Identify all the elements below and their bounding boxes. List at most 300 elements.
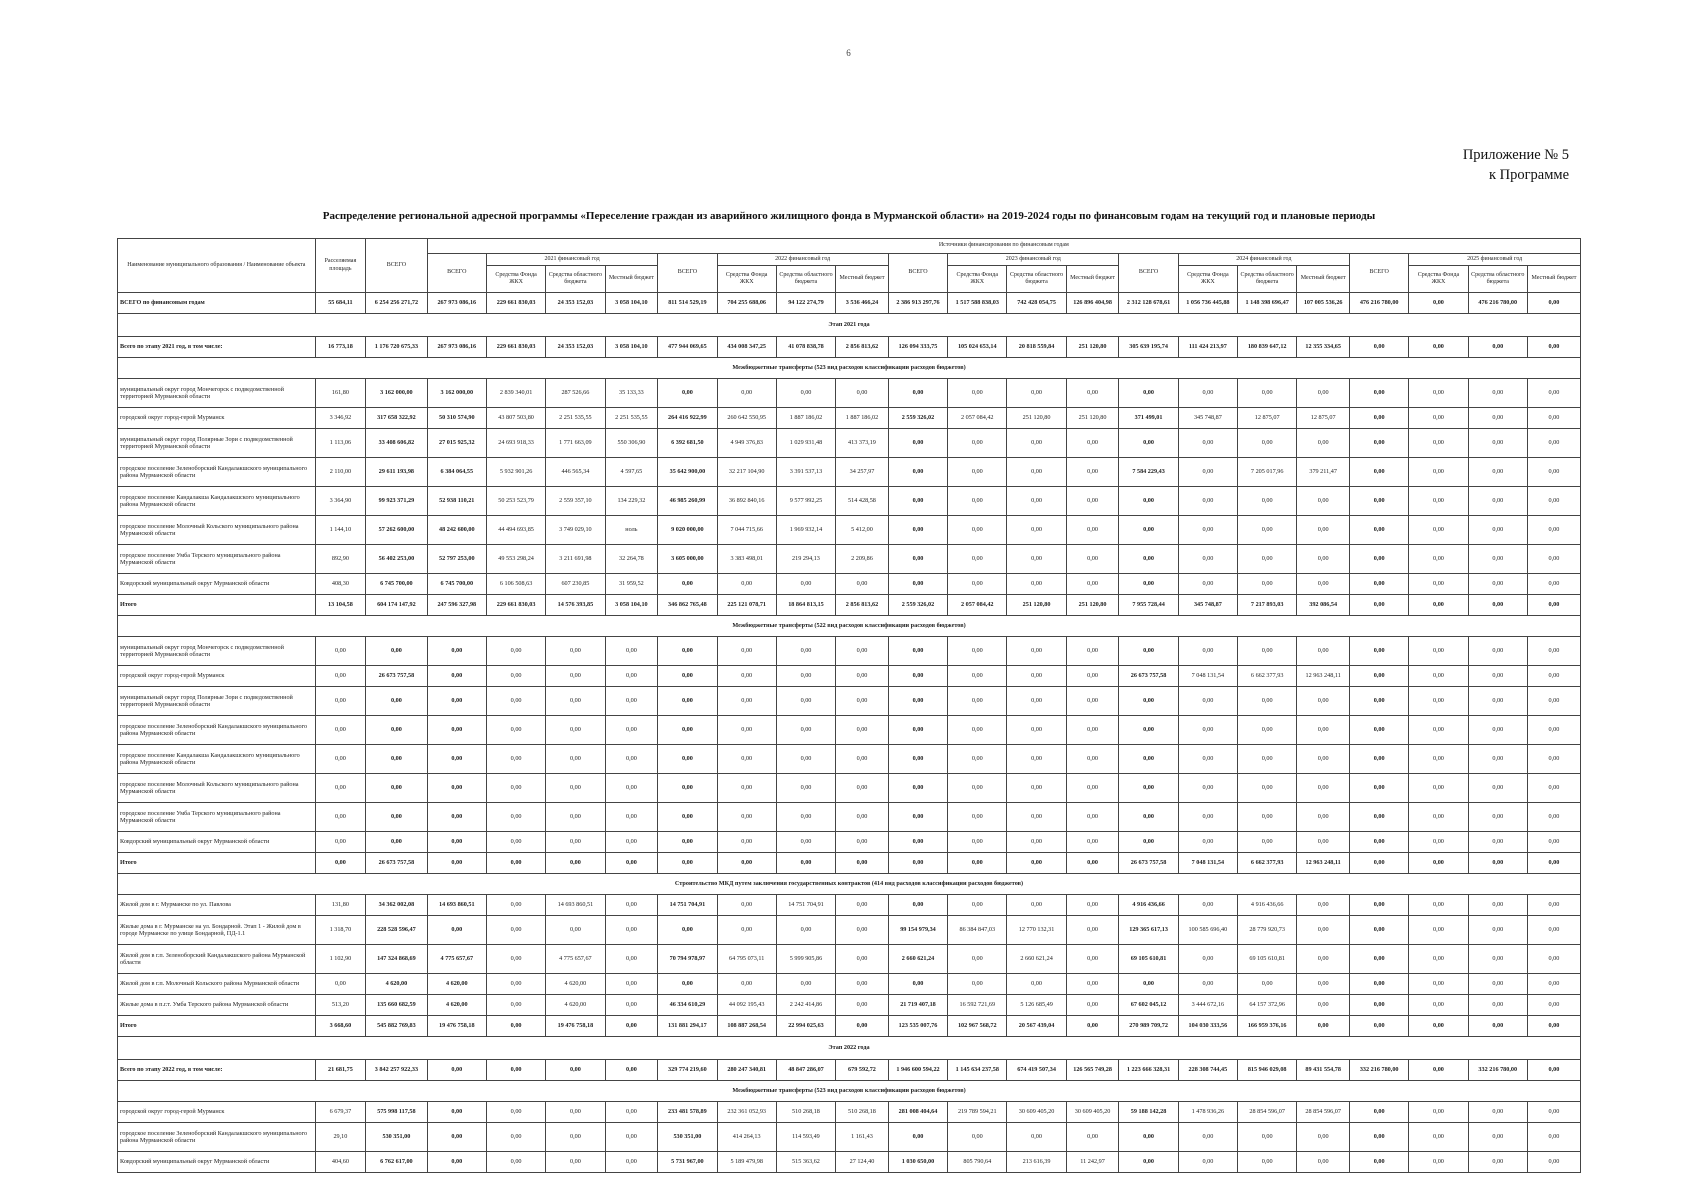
cell: 0,00 [1066,379,1119,408]
cell: 0,00 [605,687,658,716]
cell: 0,00 [717,774,776,803]
cell: 0,00 [1297,995,1350,1016]
section-label [118,1081,1581,1102]
cell: 2 386 913 297,76 [888,293,947,314]
cell: 0,00 [1119,774,1178,803]
cell: 1 318,70 [315,916,366,945]
cell: 0,00 [1297,487,1350,516]
cell: 2 660 621,24 [1007,945,1066,974]
cell: 0,00 [427,832,486,853]
header-sub-2-1: Средства Фонда ЖКХ [948,266,1007,293]
cell: 0,00 [605,1123,658,1152]
cell: 0,00 [605,637,658,666]
cell: 135 660 682,59 [366,995,427,1016]
cell: 9 020 000,00 [658,516,717,545]
cell: 0,00 [1178,974,1237,995]
cell: 5 189 479,98 [717,1152,776,1173]
cell: 6 662 377,93 [1238,853,1297,874]
row-label: Всего по этапу 2021 год, в том числе: [118,337,316,358]
cell: 134 229,32 [605,487,658,516]
cell: 0,00 [486,666,545,687]
cell: 108 887 268,54 [717,1016,776,1037]
header-sub-0-1: Средства Фонда ЖКХ [486,266,545,293]
cell: 0,00 [605,745,658,774]
cell: 247 596 327,98 [427,595,486,616]
cell: 0,00 [1468,487,1527,516]
cell: 3 058 104,10 [605,293,658,314]
cell: 0,00 [1178,516,1237,545]
cell: 0,00 [1350,774,1409,803]
cell: 0,00 [1238,487,1297,516]
cell: 3 211 691,98 [546,545,605,574]
cell: 0,00 [1527,853,1580,874]
cell: 0,00 [1409,337,1468,358]
cell: 0,00 [717,803,776,832]
cell: 0,00 [1178,832,1237,853]
cell: 50 253 523,79 [486,487,545,516]
cell: 0,00 [1527,687,1580,716]
cell: 604 174 147,92 [366,595,427,616]
cell: 0,00 [1409,408,1468,429]
header-sources: Источники финансирования по финансовым годам [427,239,1580,254]
cell: 0,00 [1066,803,1119,832]
cell: 0,00 [1066,974,1119,995]
cell: 131 881 294,17 [658,1016,717,1037]
cell: 332 216 780,00 [1350,1060,1409,1081]
cell: 0,00 [1007,458,1066,487]
cell: 392 086,54 [1297,595,1350,616]
cell: 477 944 069,65 [658,337,717,358]
cell: 0,00 [1350,974,1409,995]
cell: 3 383 498,01 [717,545,776,574]
cell: 0,00 [1409,1060,1468,1081]
cell: 0,00 [1178,487,1237,516]
cell: 0,00 [1119,974,1178,995]
cell: 0,00 [1409,1016,1468,1037]
cell: 41 078 838,78 [776,337,835,358]
cell: 0,00 [546,774,605,803]
cell: 0,00 [836,745,889,774]
table-row [118,637,1581,666]
cell: 0,00 [1409,666,1468,687]
cell: 0,00 [1178,574,1237,595]
cell: 0,00 [1409,1152,1468,1173]
cell: 510 268,18 [836,1102,889,1123]
cell: 0,00 [605,895,658,916]
cell: 0,00 [546,745,605,774]
cell: 1 144,10 [315,516,366,545]
cell: 7 955 728,44 [1119,595,1178,616]
cell: 2 110,00 [315,458,366,487]
cell: 0,00 [717,574,776,595]
cell: 0,00 [1468,545,1527,574]
cell: 0,00 [1178,774,1237,803]
cell: 0,00 [1409,995,1468,1016]
cell: 57 262 600,00 [366,516,427,545]
row-label: Итого [118,595,316,616]
cell: 4 597,65 [605,458,658,487]
cell: 0,00 [486,745,545,774]
cell: 22 994 025,63 [776,1016,835,1037]
cell: 14 693 860,51 [427,895,486,916]
cell: 0,00 [948,429,1007,458]
cell: 44 494 693,85 [486,516,545,545]
cell: 7 205 017,96 [1238,458,1297,487]
cell: 0,00 [1350,408,1409,429]
cell: 0,00 [1238,637,1297,666]
cell: 0,00 [486,1060,545,1081]
cell: 0,00 [546,716,605,745]
cell: 107 005 536,26 [1297,293,1350,314]
cell: 0,00 [1527,1123,1580,1152]
cell: 0,00 [427,637,486,666]
cell: 5 999 905,86 [776,945,835,974]
cell: 0,00 [605,995,658,1016]
cell: 0,00 [315,974,366,995]
cell: 0,00 [1297,774,1350,803]
cell: 0,00 [1297,1152,1350,1173]
cell: 0,00 [888,716,947,745]
cell: 2 209,86 [836,545,889,574]
cell: 0,00 [888,745,947,774]
cell: 0,00 [486,1123,545,1152]
cell: 0,00 [1468,745,1527,774]
cell: 0,00 [1178,803,1237,832]
cell: 16 773,18 [315,337,366,358]
cell: 46 985 260,99 [658,487,717,516]
cell: 1 517 588 838,03 [948,293,1007,314]
financing-table [117,238,1581,1173]
table-row [118,974,1581,995]
cell: 0,00 [1409,853,1468,874]
cell: 123 535 007,76 [888,1016,947,1037]
cell: 3 668,60 [315,1016,366,1037]
cell: 346 862 765,48 [658,595,717,616]
cell: 607 230,85 [546,574,605,595]
cell: 1 969 932,14 [776,516,835,545]
cell: 0,00 [1350,1152,1409,1173]
cell: 0,00 [776,803,835,832]
table-row [118,1152,1581,1173]
cell: 0,00 [1007,716,1066,745]
cell: 1 887 186,02 [836,408,889,429]
cell: 0,00 [486,895,545,916]
cell: 0,00 [717,687,776,716]
cell: 0,00 [315,666,366,687]
cell: 0,00 [546,687,605,716]
cell: 0,00 [605,916,658,945]
cell: 0,00 [315,716,366,745]
cell: 0,00 [888,458,947,487]
cell: 126 094 333,75 [888,337,947,358]
header-sub-2-0: ВСЕГО [888,254,947,293]
cell: 3 536 466,24 [836,293,889,314]
cell: 0,00 [776,574,835,595]
cell: 0,00 [1007,574,1066,595]
cell: 0,00 [1409,516,1468,545]
cell: 251 120,80 [1007,595,1066,616]
cell: 64 157 372,96 [1238,995,1297,1016]
cell: 55 684,11 [315,293,366,314]
cell: 3 749 029,10 [546,516,605,545]
cell: 0,00 [1468,408,1527,429]
cell: 0,00 [1409,916,1468,945]
cell: 0,00 [1409,487,1468,516]
cell: 0,00 [1007,974,1066,995]
cell: 0,00 [1350,895,1409,916]
cell: 305 639 195,74 [1119,337,1178,358]
cell: 48 242 600,00 [427,516,486,545]
cell: 742 428 054,75 [1007,293,1066,314]
cell: 1 946 600 594,22 [888,1060,947,1081]
row-label: городское поселение Зеленоборский Кандалакшского муниципального района Мурманской области [118,716,316,745]
row-label: городское поселение Кандалакша Кандалакшского муниципального района Мурманской области [118,745,316,774]
cell: 267 973 086,16 [427,293,486,314]
cell: 0,00 [658,832,717,853]
cell: 0,00 [658,916,717,945]
cell: 0,00 [427,1152,486,1173]
cell: 0,00 [486,1102,545,1123]
cell: 0,00 [1178,745,1237,774]
header-sub-3-3: Местный бюджет [1297,266,1350,293]
cell: 0,00 [658,666,717,687]
table-row [118,745,1581,774]
cell: 2 856 813,62 [836,337,889,358]
cell: 2 251 535,55 [605,408,658,429]
table-row [118,379,1581,408]
header-sub-0-2: Средства областного бюджета [546,266,605,293]
cell: 1 176 720 675,33 [366,337,427,358]
cell: 0,00 [1297,803,1350,832]
cell: 281 008 404,64 [888,1102,947,1123]
cell: 0,00 [658,716,717,745]
cell: 6 106 508,63 [486,574,545,595]
table-row [118,895,1581,916]
cell: 24 693 918,33 [486,429,545,458]
cell: 2 057 084,42 [948,595,1007,616]
cell: 30 609 405,20 [1007,1102,1066,1123]
cell: 0,00 [836,666,889,687]
cell: 6 745 700,00 [366,574,427,595]
cell: 0,00 [1178,545,1237,574]
header-year-4: 2025 финансовый год [1409,254,1581,266]
cell: 233 481 578,89 [658,1102,717,1123]
cell: 48 847 286,07 [776,1060,835,1081]
row-label: городское поселение Умба Терского муниципального района Мурманской области [118,545,316,574]
cell: 0,00 [1409,974,1468,995]
cell: 0,00 [836,687,889,716]
section-label-label: Межбюджетные трансферты (523 вид расходов классификации расходов бюджетов) [118,1081,1581,1102]
table-row [118,716,1581,745]
cell: 0,00 [776,745,835,774]
cell: 0,00 [1468,516,1527,545]
cell: 0,00 [1066,716,1119,745]
cell: 0,00 [427,1123,486,1152]
stage-total-row [118,337,1581,358]
cell: 0,00 [605,716,658,745]
cell: 1 223 666 328,31 [1119,1060,1178,1081]
cell: 0,00 [427,745,486,774]
cell: 510 268,18 [776,1102,835,1123]
row-label: городской округ город-герой Мурманск [118,666,316,687]
cell: 530 351,00 [658,1123,717,1152]
cell: 513,20 [315,995,366,1016]
cell: 114 593,49 [776,1123,835,1152]
cell: 31 959,52 [605,574,658,595]
cell: 0,00 [836,995,889,1016]
cell: 0,00 [1066,1123,1119,1152]
cell: 12 355 334,65 [1297,337,1350,358]
cell: 0,00 [1119,574,1178,595]
cell: 27 124,40 [836,1152,889,1173]
stage-label [118,314,1581,337]
cell: 229 661 830,03 [486,293,545,314]
cell: 26 673 757,58 [366,666,427,687]
cell: 0,00 [427,666,486,687]
cell: 3 605 000,00 [658,545,717,574]
cell: 0,00 [1350,1123,1409,1152]
cell: 0,00 [315,774,366,803]
cell: 0,00 [1007,379,1066,408]
cell: 6 392 681,50 [658,429,717,458]
cell: 0,00 [1297,916,1350,945]
cell: 0,00 [1238,974,1297,995]
cell: 0,00 [1409,574,1468,595]
cell: 28 854 596,07 [1238,1102,1297,1123]
cell: 0,00 [836,716,889,745]
cell: 0,00 [427,916,486,945]
cell: 0,00 [1007,774,1066,803]
cell: 59 188 142,28 [1119,1102,1178,1123]
cell: 0,00 [1238,516,1297,545]
cell: 0,00 [1178,895,1237,916]
section-label [118,358,1581,379]
header-sub-2-3: Местный бюджет [1066,266,1119,293]
cell: 4 620,00 [546,974,605,995]
header-sub-1-3: Местный бюджет [836,266,889,293]
cell: 0,00 [1350,458,1409,487]
cell: 5 126 685,49 [1007,995,1066,1016]
row-label: муниципальный округ город Полярные Зори с подведомственной территорией Мурманской области [118,429,316,458]
cell: 0,00 [1468,995,1527,1016]
cell: 0,00 [427,774,486,803]
cell: 0,00 [1178,687,1237,716]
section-label [118,616,1581,637]
cell: 0,00 [1007,745,1066,774]
cell: 0,00 [1527,803,1580,832]
cell: 3 346,92 [315,408,366,429]
table-row [118,516,1581,545]
cell: 0,00 [1468,666,1527,687]
cell: 0,00 [888,687,947,716]
cell: 0,00 [658,853,717,874]
cell: 0,00 [776,637,835,666]
cell: 0,00 [717,379,776,408]
cell: 0,00 [366,832,427,853]
cell: 0,00 [1527,516,1580,545]
row-label: Ковдорский муниципальный округ Мурманской области [118,1152,316,1173]
cell: 0,00 [486,974,545,995]
cell: 0,00 [658,774,717,803]
cell: 7 584 229,43 [1119,458,1178,487]
cell: 0,00 [546,666,605,687]
cell: 0,00 [546,1152,605,1173]
cell: 86 384 847,03 [948,916,1007,945]
cell: 0,00 [1468,379,1527,408]
cell: 0,00 [1007,687,1066,716]
cell: 0,00 [1066,545,1119,574]
cell: 0,00 [1178,637,1237,666]
cell: 408,30 [315,574,366,595]
cell: 0,00 [888,1123,947,1152]
cell: 0,00 [1468,716,1527,745]
cell: 0,00 [1527,293,1580,314]
cell: 530 351,00 [366,1123,427,1152]
cell: 892,90 [315,545,366,574]
cell: 0,00 [605,1016,658,1037]
cell: 345 748,87 [1178,595,1237,616]
cell: 0,00 [315,832,366,853]
appendix-line-1: Приложение № 5 [1462,147,1569,163]
grand-total-row [118,293,1581,314]
cell: 0,00 [1409,832,1468,853]
cell: 0,00 [1238,1152,1297,1173]
cell: 414 264,13 [717,1123,776,1152]
cell: 4 775 657,67 [427,945,486,974]
cell: 229 661 830,03 [486,595,545,616]
cell: 0,00 [776,687,835,716]
cell: 27 015 925,32 [427,429,486,458]
cell: 0,00 [315,745,366,774]
cell: 0,00 [486,637,545,666]
cell: 0,00 [888,853,947,874]
cell: 44 092 195,43 [717,995,776,1016]
cell: 6 762 617,00 [366,1152,427,1173]
cell: 1 145 634 237,58 [948,1060,1007,1081]
cell: 4 620,00 [427,974,486,995]
cell: 99 154 979,34 [888,916,947,945]
cell: 0,00 [1297,745,1350,774]
cell: 0,00 [546,1060,605,1081]
cell: 24 353 152,03 [546,293,605,314]
cell: 32 264,78 [605,545,658,574]
cell: 0,00 [1468,637,1527,666]
cell: 89 431 554,78 [1297,1060,1350,1081]
cell: 0,00 [1409,1123,1468,1152]
cell: 0,00 [836,832,889,853]
cell: 4 949 376,83 [717,429,776,458]
cell: 0,00 [1066,637,1119,666]
cell: 0,00 [605,832,658,853]
cell: 0,00 [546,916,605,945]
cell: 0,00 [1007,803,1066,832]
cell: 674 419 507,34 [1007,1060,1066,1081]
cell: 0,00 [366,745,427,774]
header-total: ВСЕГО [366,239,427,293]
cell: 0,00 [1007,1123,1066,1152]
cell: 30 609 405,20 [1066,1102,1119,1123]
cell: 0,00 [1350,574,1409,595]
cell: 545 882 769,83 [366,1016,427,1037]
cell: 0,00 [888,974,947,995]
cell: 0,00 [1066,774,1119,803]
cell: 20 818 559,84 [1007,337,1066,358]
cell: 0,00 [1119,637,1178,666]
cell: 0,00 [717,745,776,774]
cell: 26 673 757,58 [1119,853,1178,874]
cell: 0,00 [1066,853,1119,874]
cell: 3 162 000,00 [366,379,427,408]
